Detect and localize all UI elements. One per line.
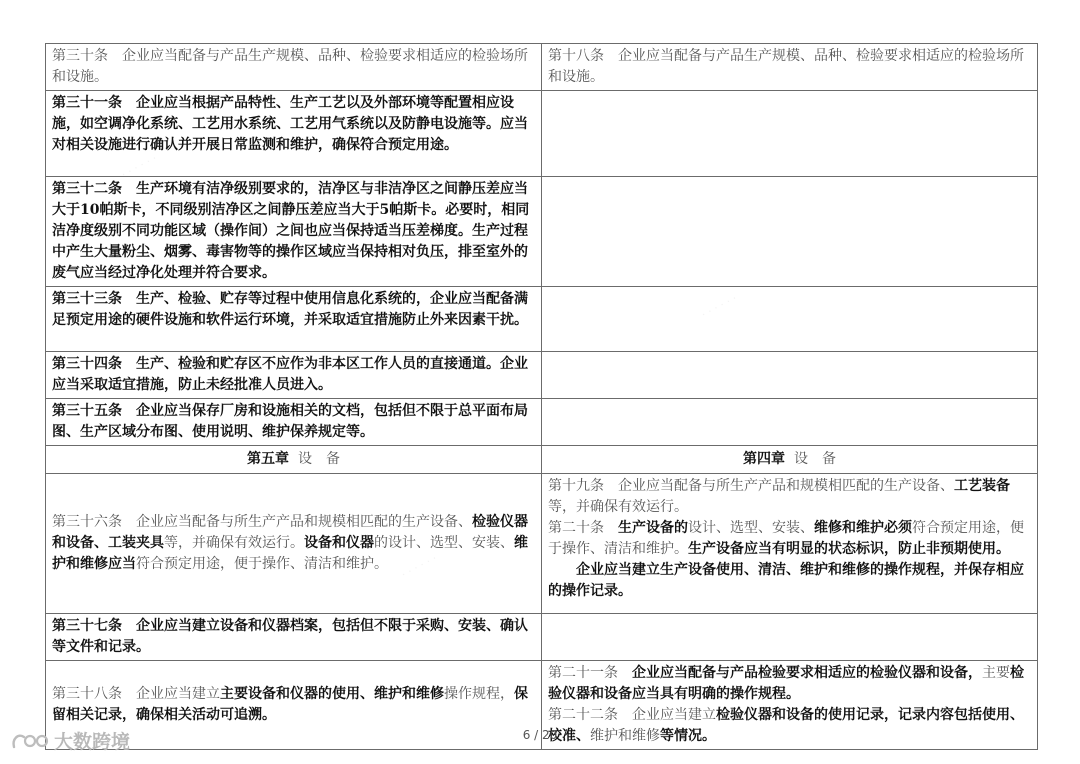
text-run: 等，并确保有效运行。 (548, 499, 688, 515)
old-article-18: 第十八条 企业应当配备与产品生产规模、品种、检验要求相适应的检验场所和设施。 (542, 44, 1038, 91)
table-row (46, 474, 1038, 614)
text-run-bold: 保留相关记录，确保相关活动可追溯。 (52, 686, 528, 723)
text-run-bold: 生产设备的 (618, 520, 688, 536)
empty-cell (542, 91, 1038, 177)
old-article-20 (548, 518, 1031, 560)
new-article-35: 第三十五条 企业应当保存厂房和设施相关的文档，包括但不限于总平面布局图、生产区域分布图、使用说明、维护保养规定等。 (46, 399, 542, 446)
watermark: · · · · · · (699, 291, 740, 322)
empty-cell (542, 177, 1038, 287)
text-run-bold: 维修和维护必须 (814, 520, 912, 536)
old-article-21 (548, 663, 1031, 705)
empty-cell (542, 614, 1038, 661)
text-run: 符合预定用途，便于操作、清洁和维护。 (136, 556, 388, 572)
old-chapter-heading (542, 446, 1038, 474)
new-article-31: 第三十一条 企业应当根据产品特性、生产工艺以及外部环境等配置相应设施，如空调净化系统、工艺用水系统、工艺用气系统以及防静电设施等。应当对相关设施进行确认并开展日常监测和维护，确保符合预定用途。 (46, 91, 542, 177)
page-number: 6 / 20 (522, 728, 558, 742)
brand-logo (10, 727, 130, 754)
text-run-bold: 检验仪器和设备、工装夹具 (52, 514, 528, 551)
new-article-30: 第三十条 企业应当配备与产品生产规模、品种、检验要求相适应的检验场所和设施。 (46, 44, 542, 91)
text-run: 第十九条 企业应当配备与所生产产品和规模相匹配的生产设备、 (548, 478, 954, 494)
new-article-32: 第三十二条 生产环境有洁净级别要求的，洁净区与非洁净区之间静压差应当大于10帕斯卡，不同级别洁净区之间静压差应当大于5帕斯卡。必要时，相同洁净度级别不同功能区域（操作间）之间也应当保持适当压差梯度。生产过程中产生大量粉尘、烟雾、毒害物等的操作区域应当保持相对负压，排至室外的废气应当经过净化处理并符合要求。 (46, 177, 542, 287)
text-run-bold: 工艺装备 (954, 478, 1010, 494)
table-row (46, 44, 1038, 91)
old-chapter-title: 设 备 (793, 451, 836, 467)
text-run: 第二十条 (548, 520, 618, 536)
empty-cell (542, 399, 1038, 446)
text-run: 主要 (982, 665, 1010, 681)
text-run-bold: 生产设备应当有明显的状态标识，防止非预期使用。 (688, 541, 1010, 557)
text-run-bold: 企业应当配备与产品检验要求相适应的检验仪器和设备， (632, 665, 982, 681)
new-article-36 (46, 474, 542, 614)
empty-cell (542, 287, 1038, 352)
text-run-bold: 主要设备和仪器的使用、维护和维修 (220, 686, 444, 702)
table-row (46, 399, 1038, 446)
text-run: 符合预定用途，便于操作、清洁和维护。 (548, 520, 1024, 557)
text-run: 操作规程， (444, 686, 514, 702)
text-run-bold: 等情况。 (660, 728, 716, 744)
text-run: 第二十一条 (548, 665, 632, 681)
logo-mark-icon (10, 729, 50, 753)
new-chapter-title: 设 备 (297, 451, 340, 467)
text-run: 设计、选型、安装、 (688, 520, 814, 536)
text-run: 第三十八条 企业应当建立 (52, 686, 220, 702)
new-chapter-heading (46, 446, 542, 474)
logo-text: 大数跨境 (54, 731, 131, 753)
text-run-bold: 检验仪器和设备应当具有明确的操作规程。 (548, 665, 1024, 702)
text-run-bold: 检验仪器和设备的使用记录，记录内容包括使用、校准、 (548, 707, 1024, 744)
new-article-33: 第三十三条 生产、检验、贮存等过程中使用信息化系统的，企业应当配备满足预定用途的硬件设施和软件运行环境，并采取适宜措施防止外来因素干扰。 (46, 287, 542, 352)
new-article-34: 第三十四条 生产、检验和贮存区不应作为非本区工作人员的直接通道。企业应当采取适宜措施，防止未经批准人员进入。 (46, 352, 542, 399)
table-row (46, 352, 1038, 399)
text-run-bold: 设备和仪器 (304, 535, 374, 551)
table-row (46, 614, 1038, 661)
table-row (46, 91, 1038, 177)
new-chapter-number: 第五章 (247, 451, 290, 467)
old-chapter-number: 第四章 (743, 451, 786, 467)
table-row (46, 287, 1038, 352)
old-article-20-paragraph: 企业应当建立生产设备使用、清洁、维护和维修的操作规程，并保存相应的操作记录。 (548, 562, 1024, 599)
watermark: · · · · · · (119, 151, 160, 182)
chapter-row (46, 446, 1038, 474)
text-run: 第二十二条 企业应当建立 (548, 707, 716, 723)
old-article-19 (548, 476, 1031, 518)
text-run: 等，并确保有效运行。 (164, 535, 304, 551)
comparison-table (45, 43, 1038, 750)
old-articles-19-20 (542, 474, 1038, 614)
text-run: 第三十六条 企业应当配备与所生产产品和规模相匹配的生产设备、 (52, 514, 472, 530)
text-run: 的设计、选型、安装、 (374, 535, 514, 551)
watermark: · · · · · · (399, 551, 440, 582)
new-article-37: 第三十七条 企业应当建立设备和仪器档案，包括但不限于采购、安装、确认等文件和记录。 (46, 614, 542, 661)
text-run-bold: 维护和维修应当 (52, 535, 528, 572)
text-run: 维护和维修 (590, 728, 660, 744)
empty-cell (542, 352, 1038, 399)
table-row (46, 177, 1038, 287)
